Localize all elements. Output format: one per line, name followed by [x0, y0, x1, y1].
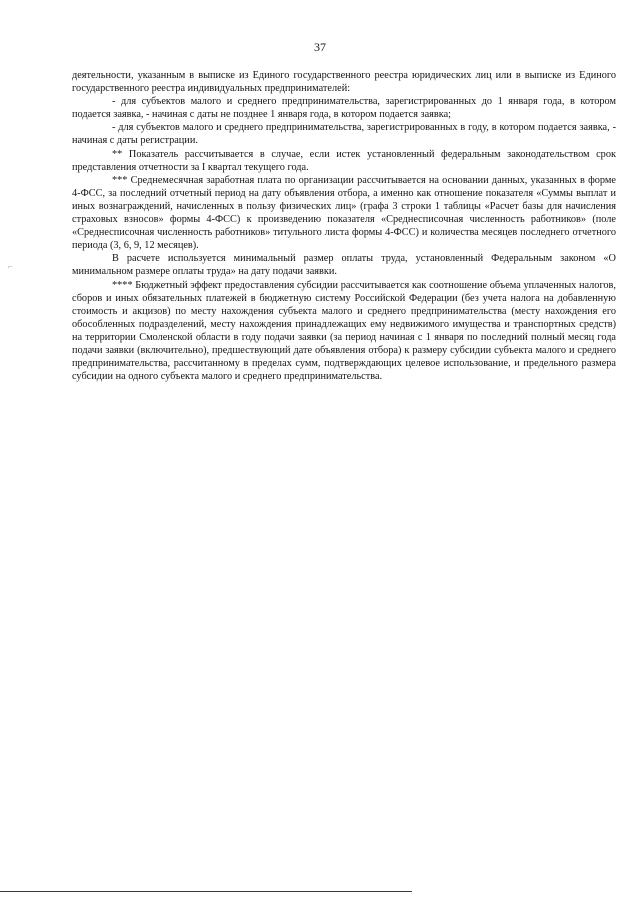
paragraph-continuation: деятельности, указанным в выписке из Единого государственного реестра юридических лиц или в выписке из Единого государственного реестра индивидуальных предпринимателей: [72, 70, 616, 95]
page-number: 37 [314, 40, 326, 54]
paragraph-minimum-wage: В расчете используется минимальный размер оплаты труда, установленный Федеральным законом «О минимальном размере оплаты труда» на дату подачи заявки. [72, 253, 616, 278]
margin-mark: ⌐ [8, 262, 13, 271]
paragraph-footnote-2-stars: ** Показатель рассчитывается в случае, если истек установленный федеральным законодательством срок представления отчетности за I квартал текущего года. [72, 148, 616, 173]
paragraph-list-item-2: - для субъектов малого и среднего предпринимательства, зарегистрированных в году, в котором подается заявка, - начиная с даты регистрации. [72, 122, 616, 147]
paragraph-list-item-1: - для субъектов малого и среднего предпринимательства, зарегистрированных до 1 января года, в котором подается заявка, - начиная с даты не позднее 1 января года, в котором подается заявка; [72, 96, 616, 121]
paragraph-footnote-3-stars: *** Среднемесячная заработная плата по организации рассчитывается на основании данных, указанных в форме 4-ФСС, за последний отчетный период на дату объявления отбора, а именно как отношение показателя «Суммы выплат и иных вознаграждений, начисленных в пользу физических лиц» (графа 3 строки 1 таблицы «Расчет базы для начисления страховых взносов» формы 4-ФСС) к произведению показателя «Среднесписочная численность работников» (поле «Среднесписочная численность работников» титульного листа формы 4-ФСС) и количества месяцев последнего отчетного периода (3, 6, 9, 12 месяцев). [72, 174, 616, 252]
paragraph-footnote-4-stars: **** Бюджетный эффект предоставления субсидии рассчитывается как соотношение объема уплаченных налогов, сборов и иных обязательных платежей в бюджетную систему Российской Федерации (без учета налога на добавленную стоимость и акцизов) по месту нахождения субъекта малого и среднего предпринимательства (месту нахождения его обособленных подразделений, месту нахождения принадлежащих ему недвижимого имущества и транспортных средств) на территории Смоленской области в году подачи заявки (за период начиная с 1 января по последний полный месяц года подачи заявки (включительно), предшествующий дате объявления отбора) к размеру субсидии субъекта малого и среднего предпринимательства, рассчитанному в пределах сумм, подтверждающих целевое использование, и предельного размера субсидии на одного субъекта малого и среднего предпринимательства. [72, 279, 616, 383]
document-body [72, 69, 616, 383]
bottom-divider [0, 891, 412, 892]
